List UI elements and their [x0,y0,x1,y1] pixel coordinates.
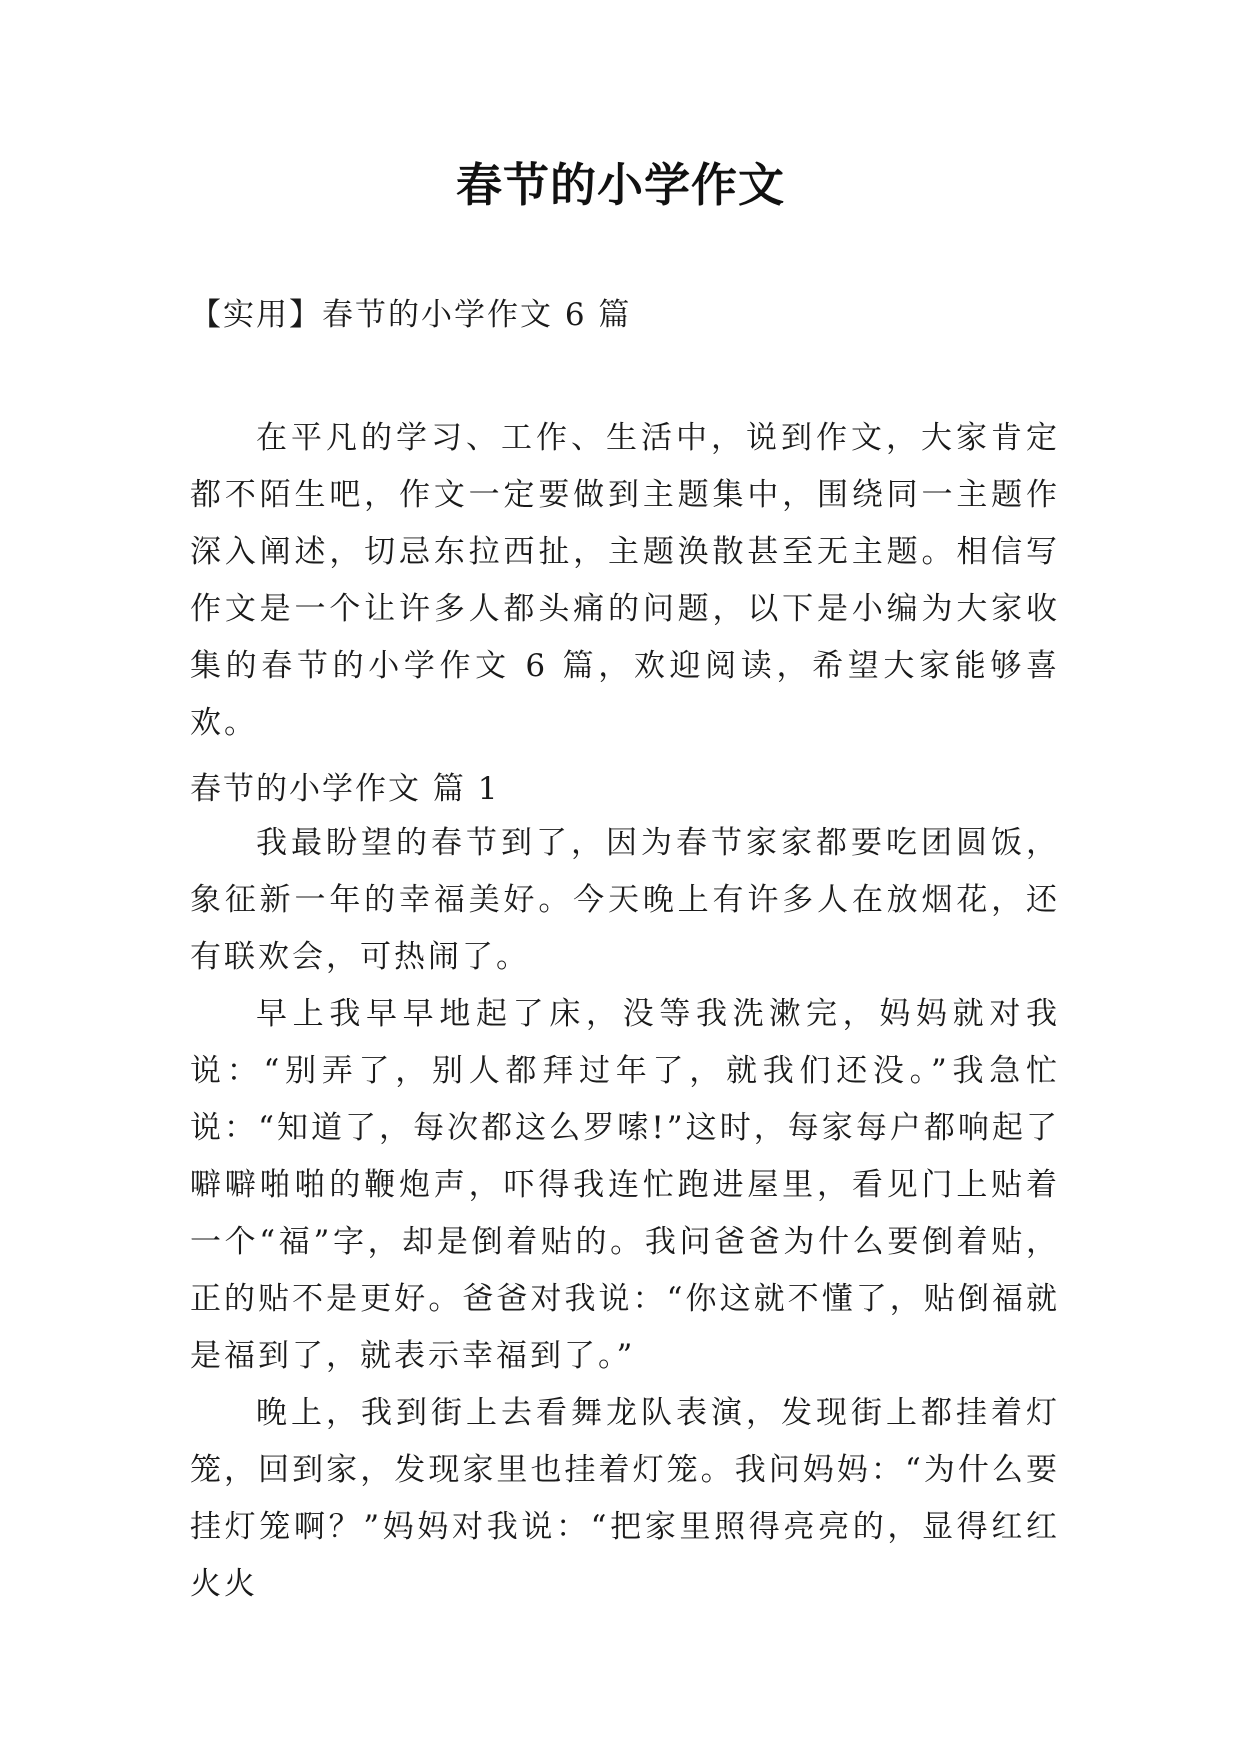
document-subtitle: 【实用】春节的小学作文 6 篇 [190,297,632,333]
section-body [190,815,1060,1613]
section-heading: 春节的小学作文 篇 1 [190,771,500,807]
intro-paragraph: 在平凡的学习、工作、生活中，说到作文，大家肯定都不陌生吧，作文一定要做到主题集中，围绕同一主题作深入阐述，切忌东拉西扯，主题涣散甚至无主题。相信写作文是一个让许多人都头痛的问题，以下是小编为大家收集的春节的小学作文 6 篇，欢迎阅读，希望大家能够喜欢。 [190,420,1060,741]
body-paragraph: 早上我早早地起了床，没等我洗漱完，妈妈就对我说：“别弄了，别人都拜过年了，就我们还没。”我急忙说：“知道了，每次都这么罗嗦!”这时，每家每户都响起了噼噼啪啪的鞭炮声，吓得我连忙跑进屋里，看见门上贴着一个“福”字，却是倒着贴的。我问爸爸为什么要倒着贴，正的贴不是更好。爸爸对我说：“你这就不懂了，贴倒福就是福到了，就表示幸福到了。” [190,996,1060,1374]
document-title: 春节的小学作文 [456,158,785,212]
body-paragraph: 晚上，我到街上去看舞龙队表演，发现街上都挂着灯笼，回到家，发现家里也挂着灯笼。我问妈妈：“为什么要挂灯笼啊？”妈妈对我说：“把家里照得亮亮的，显得红红火火 [190,1395,1060,1602]
body-paragraph: 我最盼望的春节到了，因为春节家家都要吃团圆饭，象征新一年的幸福美好。今天晚上有许多人在放烟花，还有联欢会，可热闹了。 [190,825,1060,975]
intro-block [190,410,1060,752]
